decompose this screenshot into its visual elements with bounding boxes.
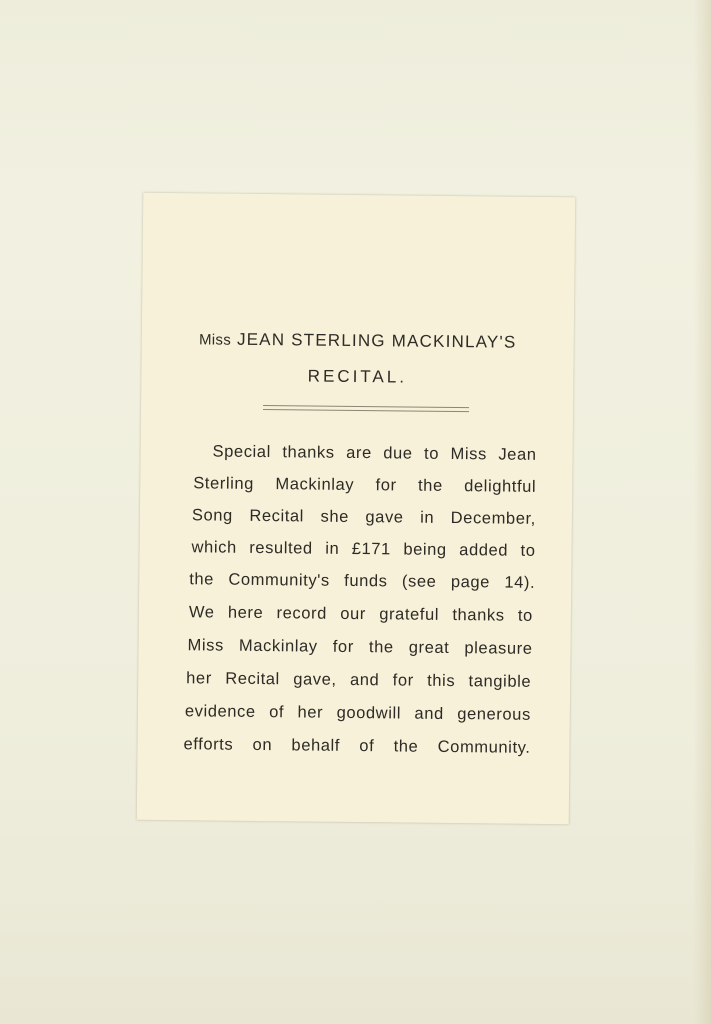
body-line: Song Recital she gave in December,	[191, 506, 536, 528]
body-line: Sterling Mackinlay for the delightful	[193, 474, 537, 496]
body-line: the Community's funds (see page 14).	[189, 570, 536, 592]
body-line: We here record our grateful thanks to	[188, 603, 533, 625]
title-name: JEAN STERLING MACKINLAY'S	[236, 329, 517, 352]
body-line: her Recital gave, and for this tangible	[186, 669, 532, 691]
pasted-notice	[137, 193, 576, 824]
notice-title	[142, 329, 574, 354]
body-line: Miss Mackinlay for the great pleasure	[187, 636, 533, 658]
title-prefix: Miss	[198, 331, 232, 349]
body-line: evidence of her goodwill and generous	[184, 702, 531, 724]
album-page-edge	[693, 0, 711, 1024]
body-line: efforts on behalf of the Community.	[183, 735, 531, 757]
double-rule-divider	[263, 405, 469, 412]
body-line: Special thanks are due to Miss Jean	[212, 442, 537, 464]
notice-subtitle: RECITAL.	[307, 366, 408, 387]
body-line: which resulted in £171 being added to	[191, 538, 536, 560]
